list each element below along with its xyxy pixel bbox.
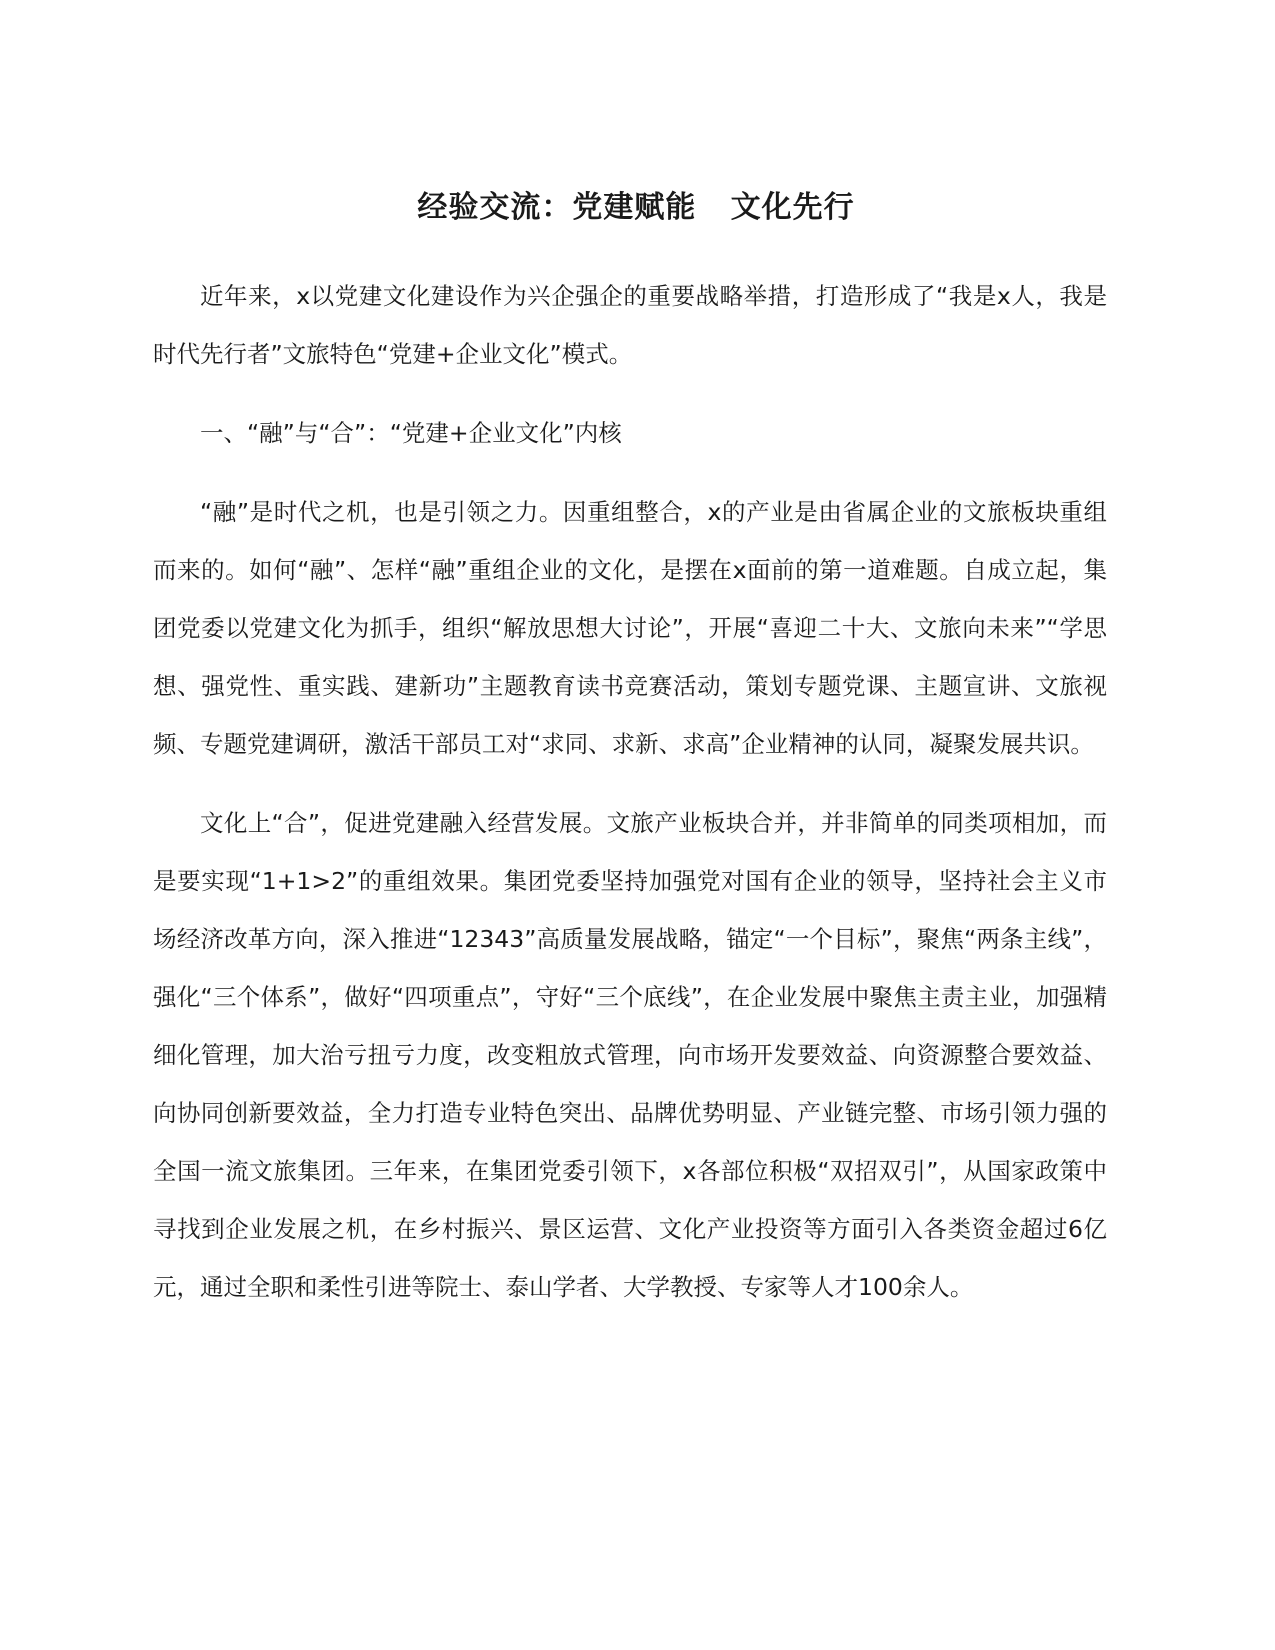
section-heading: 一、“融”与“合”：“党建+企业文化”内核: [200, 419, 622, 447]
intro-paragraph: 近年来，x以党建文化建设作为兴企强企的重要战略举措，打造形成了“我是x人，我是时代先行者”文旅特色“党建+企业文化”模式。: [153, 282, 1107, 368]
document-title: 经验交流：党建赋能 文化先行: [417, 190, 855, 225]
document-body: [153, 267, 1107, 1337]
body-paragraph: 文化上“合”，促进党建融入经营发展。文旅产业板块合并，并非简单的同类项相加，而是要实现“1+1>2”的重组效果。集团党委坚持加强党对国有企业的领导，坚持社会主义市场经济改革方向，深入推进“12343”高质量发展战略，锚定“一个目标”，聚焦“两条主线”，强化“三个体系”，做好“四项重点”，守好“三个底线”，在企业发展中聚焦主责主业，加强精细化管理，加大治亏扭亏力度，改变粗放式管理，向市场开发要效益、向资源整合要效益、向协同创新要效益，全力打造专业特色突出、品牌优势明显、产业链完整、市场引领力强的全国一流文旅集团。三年来，在集团党委引领下，x各部位积极“双招双引”，从国家政策中寻找到企业发展之机，在乡村振兴、景区运营、文化产业投资等方面引入各类资金超过6亿元，通过全职和柔性引进等院士、泰山学者、大学教授、专家等人才100余人。: [153, 809, 1107, 1301]
body-paragraph: “融”是时代之机，也是引领之力。因重组整合，x的产业是由省属企业的文旅板块重组而来的。如何“融”、怎样“融”重组企业的文化，是摆在x面前的第一道难题。自成立起，集团党委以党建文化为抓手，组织“解放思想大讨论”，开展“喜迎二十大、文旅向未来”“学思想、强党性、重实践、建新功”主题教育读书竞赛活动，策划专题党课、主题宣讲、文旅视频、专题党建调研，激活干部员工对“求同、求新、求高”企业精神的认同，凝聚发展共识。: [153, 498, 1107, 758]
